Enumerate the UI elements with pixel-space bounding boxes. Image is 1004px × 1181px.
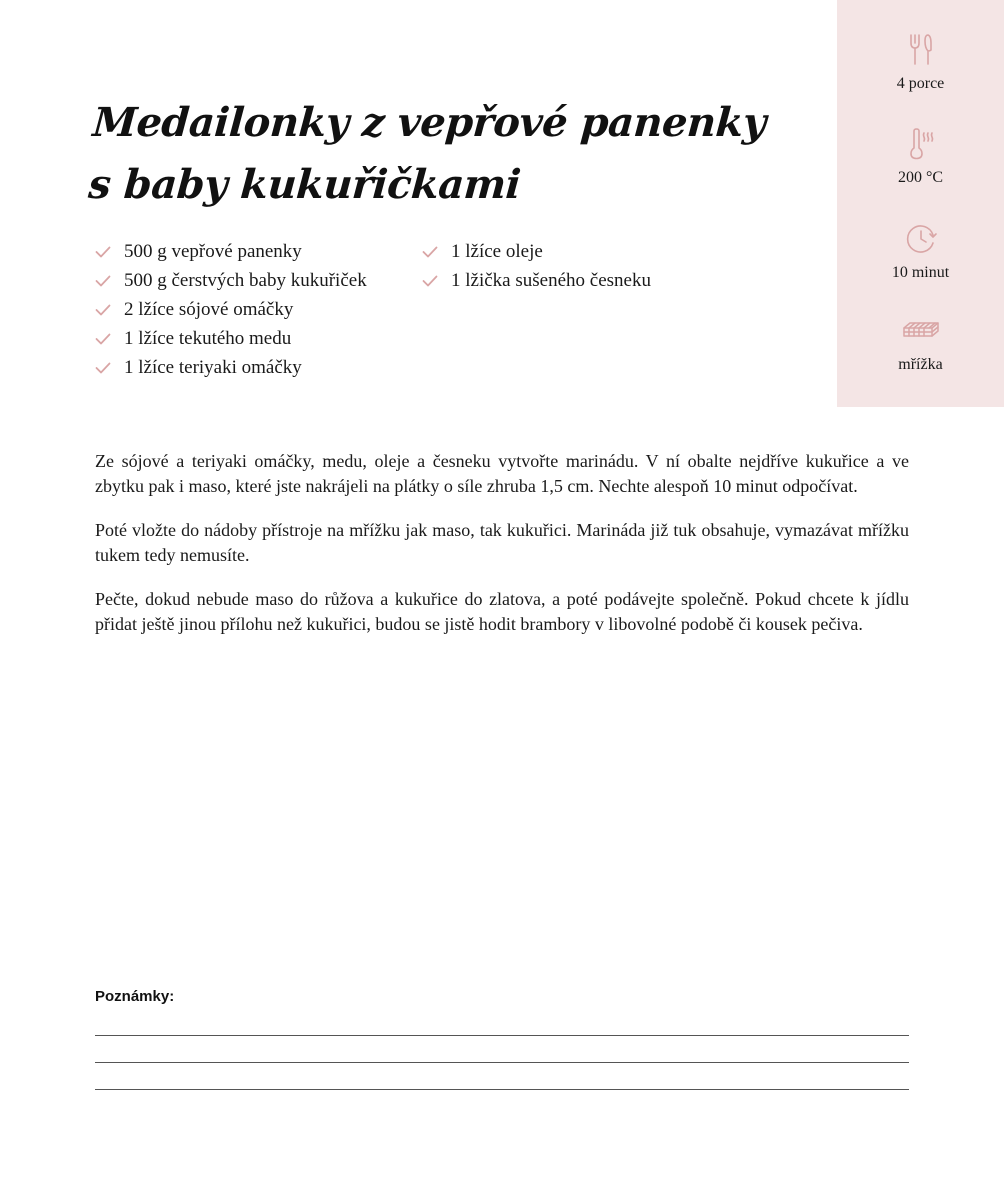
ingredient-item [422,266,651,295]
check-icon [422,246,438,258]
time-label: 10 minut [891,264,950,281]
servings-info [837,33,1004,93]
ingredient-item [95,353,367,382]
ingredient-text: 1 lžička sušeného česneku [451,269,651,291]
ingredient-item [422,237,651,266]
ingredient-item [95,266,367,295]
check-icon [422,275,438,287]
temperature-info [837,127,1004,187]
ingredient-item [95,237,367,266]
ingredient-text: 500 g vepřové panenky [124,240,302,262]
temperature-label: 200 °C [897,169,944,186]
check-icon [95,333,111,345]
ingredient-text: 2 lžíce sójové omáčky [124,298,294,320]
clock-icon [904,222,938,256]
notes-line [95,1062,909,1063]
grill-grate-icon [902,318,940,348]
recipe-info-panel [837,0,1004,407]
ingredient-text: 1 lžíce oleje [451,240,543,262]
servings-label: 4 porce [896,75,945,92]
ingredient-text: 500 g čerstvých baby kukuřiček [124,269,367,291]
ingredients-column-2 [422,237,651,295]
recipe-title [86,92,795,216]
recipe-instructions [95,449,909,656]
check-icon [95,304,111,316]
ingredients-column-1 [95,237,367,382]
ingredient-text: 1 lžíce teriyaki omáčky [124,356,302,378]
ingredient-item [95,324,367,353]
ingredient-text: 1 lžíce tekutého medu [124,327,292,349]
check-icon [95,362,111,374]
thermometer-icon [904,127,938,161]
notes-label: Poznámky: [95,988,175,1005]
notes-line [95,1035,909,1036]
time-info [837,222,1004,282]
recipe-title-line-2: s baby kukuřičkami [86,161,523,208]
instruction-paragraph: Ze sójové a teriyaki omáčky, medu, oleje a česneku vytvořte marinádu. V ní obalte nejdříve kukuřice a ve zbytku pak i maso, které jste nakrájeli na plátky o síle zhruba 1,5 cm. Nechte alespoň 10 minut odpočívat. [95,451,909,496]
recipe-title-line-1: Medailonky z vepřové panenky [91,99,768,146]
accessory-info [837,318,1004,374]
ingredient-item [95,295,367,324]
check-icon [95,275,111,287]
instruction-paragraph: Poté vložte do nádoby přístroje na mřížku jak maso, tak kukuřici. Marináda již tuk obsahuje, vymazávat mřížku tukem tedy nemusíte. [95,520,909,565]
notes-line [95,1089,909,1090]
instruction-paragraph: Pečte, dokud nebude maso do růžova a kukuřice do zlatova, a poté podávejte společně. Pokud chcete k jídlu přidat ještě jinou přílohu než kukuřici, budou se jistě hodit brambory v libovolné podobě či kousek pečiva. [95,589,909,634]
accessory-label: mřížka [898,356,943,373]
fork-knife-icon [906,33,936,67]
check-icon [95,246,111,258]
